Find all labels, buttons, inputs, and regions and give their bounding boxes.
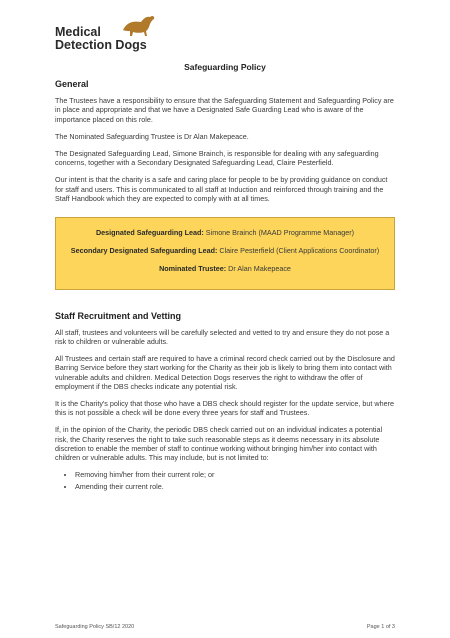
safeguarding-contacts-box — [55, 217, 395, 290]
paragraph: If, in the opinion of the Charity, the periodic DBS check carried out on an individual indicates a potential risk, the Charity reserves the right to take such reasonable steps as it deems necessary in its absolute discretion to enable the member of staff to continue working without bringing him/her into contact with children or vulnerable adults. This may include, but is not limited to: — [55, 425, 383, 463]
paragraph: It is the Charity's policy that those who have a DBS check should register for the update service, but where this is not possible a check will be done every three years for staff and Trustees. — [55, 399, 394, 418]
logo — [55, 12, 175, 54]
list-item: • Removing him/her from their current role; or — [75, 470, 395, 479]
page-footer — [55, 624, 395, 630]
logo-wordmark: Medical Detection Dogs — [55, 25, 147, 52]
paragraph: Our intent is that the charity is a safe and caring place for people to be by providing guidance on conduct for staff and users. This is communicated to all staff at Induction and reinforced through training and the Staff Handbook which they are expected to comply with at all times. — [55, 175, 388, 203]
section-heading-general: General — [55, 79, 89, 89]
page-title: Safeguarding Policy — [184, 62, 266, 72]
paragraph: The Trustees have a responsibility to ensure that the Safeguarding Statement and Safeguarding Policy are in place and appropriate and that we have a Designated Safe Guarding Lead who is aware of the importance placed on this role. — [55, 96, 394, 124]
trustee-line: Nominated Trustee: Dr Alan Makepeace — [159, 264, 291, 274]
footer-page-number: Page 1 of 3 — [366, 624, 395, 630]
secondary-lead-line: Secondary Designated Safeguarding Lead: Claire Pesterfield (Client Applications Coordinator) — [70, 246, 380, 256]
paragraph: The Designated Safeguarding Lead, Simone Brainch, is responsible for dealing with any safeguarding concerns, together with a Secondary Designated Safeguarding Lead, Claire Pesterfield. — [55, 149, 379, 168]
lead-line: Designated Safeguarding Lead: Simone Brainch (MAAD Programme Manager) — [95, 228, 355, 238]
section-heading-recruitment: Staff Recruitment and Vetting — [55, 310, 182, 321]
paragraph: The Nominated Safeguarding Trustee is Dr Alan Makepeace. — [55, 131, 249, 141]
paragraph: All Trustees and certain staff are required to have a criminal record check carried out by the Disclosure and Barring Service before they start working for the Charity as their job is likely to bring them into contact with vulnerable adults and children. Medical Detection Dogs reserves the right to withdraw the offer of employment if the DBS checks indicate any potential risk. — [55, 354, 395, 391]
document-body — [55, 80, 395, 495]
footer-document-ref: Safeguarding Policy SB/12 2020 — [55, 624, 135, 630]
bullet-list — [55, 470, 395, 491]
paragraph: All staff, trustees and volunteers will be carefully selected and vetted to try and ensure they do not pose a risk to children or vulnerable adults. — [55, 327, 390, 347]
list-item: • Amending their current role. — [75, 482, 395, 491]
